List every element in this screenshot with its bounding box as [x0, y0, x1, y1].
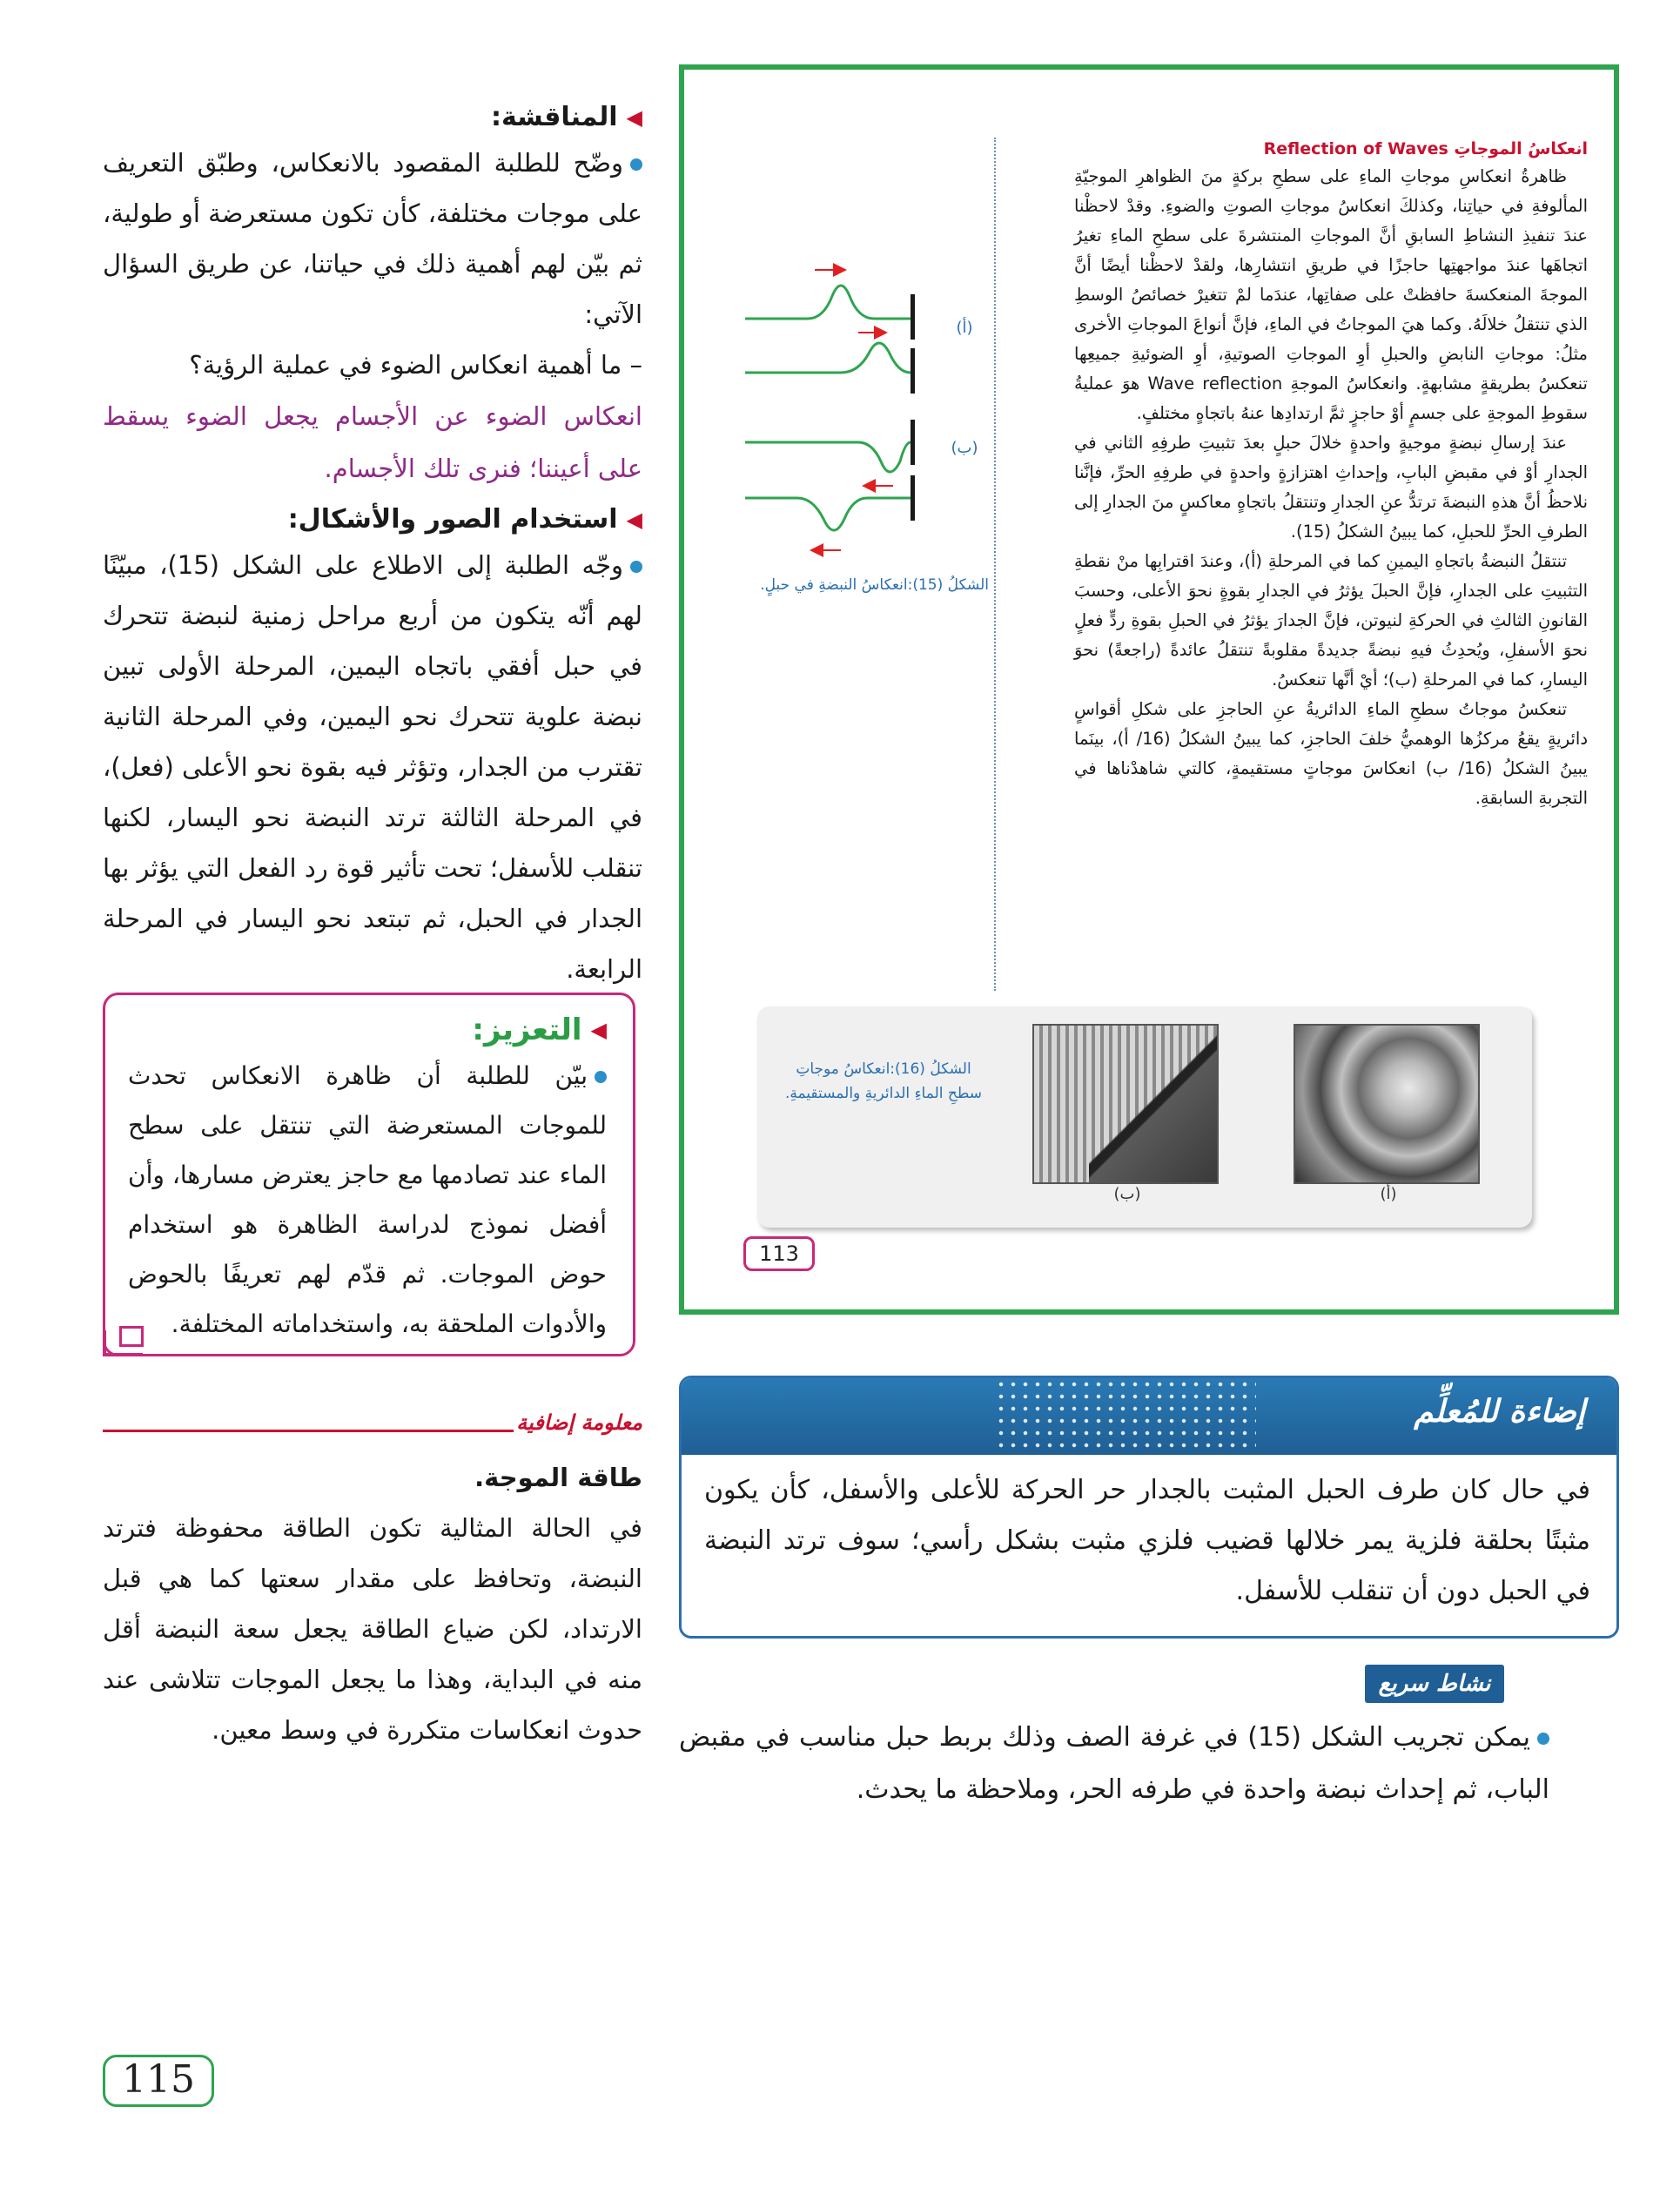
- bullet-dot-icon: [595, 1071, 607, 1083]
- extra-info-label: معلومة إضافية: [516, 1410, 642, 1435]
- textbook-title: انعكاسُ الموجاتِ Reflection of Waves: [1263, 139, 1588, 158]
- textbook-paragraph: عندَ إرسالِ نبضةٍ موجيةٍ واحدةٍ خلالَ حبلٍ بعدَ تثبيتِ طرفِهِ الثاني في الجدارِ أوْ في مقبضِ البابِ، وإحداثِ اهتزازةٍ واحدةٍ في طرفِهِ الحرِّ، فإنَّنا نلاحظُ أنَّ هذهِ النبضةَ ترتدُّ عنِ الجدارِ وتنتقلُ باتجاهٍ معاكسٍ منَ الجدارِ إلى الطرفِ الحرِّ للحبلِ، كما يبينُ الشكلُ (15).: [1074, 433, 1588, 542]
- reinforcement-box: [103, 993, 635, 1356]
- bullet-dot-icon: [630, 158, 642, 171]
- extra-info-header: [103, 1410, 642, 1445]
- bullet-dot-icon: [630, 561, 642, 573]
- wall: [911, 294, 915, 340]
- fig15-label-a: (أ): [956, 319, 973, 337]
- reinforcement-title: ◀ التعزيز:: [128, 1009, 607, 1051]
- fig15-label-b: (ب): [951, 439, 978, 457]
- images-section-text: وجّه الطلبة إلى الاطلاع على الشكل (15)، مبيّنًا لهم أنّه يتكون من أربع مراحل زمنية لنبضة تتحرك في حبل أفقي باتجاه اليمين، المرحلة الأولى تبين نبضة علوية تتحرك نحو اليمين، وفي المرحلة الثانية تقترب من الجدار، وتؤثر فيه بقوة نحو الأعلى (فعل)، في المرحلة الثالثة ترتد النبضة نحو اليسار، لكنها تنقلب للأسفل؛ تحت تأثير قوة رد الفعل التي يؤثر بها الجدار في الحبل، ثم تبتعد نحو اليسار في المرحلة الرابعة.: [103, 550, 642, 984]
- discussion-answer: انعكاس الضوء عن الأجسام يجعل الضوء يسقط على أعيننا؛ فنرى تلك الأجسام.: [103, 401, 642, 483]
- textbook-paragraph: تنتقلُ النبضةُ باتجاهِ اليمينِ كما في المرحلةِ (أ)، وعندَ اقترابِها منْ نقطةِ التثبيتِ على الجدارِ، فإنَّ الحبلَ يؤثرُ في الجدارِ بقوةٍ نحوَ الأعلى، وحسبَ القانونِ الثالثِ في الحركةِ لنيوتن، فإنَّ الجدارَ يؤثرُ في الحبلِ بقوةِ ردٍّ فعلٍ نحوَ الأسفلِ، ويُحدِثُ فيهِ نبضةً جديدةً مقلوبةً تنتقلُ عائدةً (راجعةً) نحوَ اليسارِ، كما في المرحلةِ (ب)؛ أيْ أنَّها تنعكسُ.: [1074, 551, 1588, 690]
- rope-stage-1: [745, 286, 911, 319]
- figure-15-rope-pulse: [736, 235, 980, 601]
- discussion-heading: ◀ المناقشة:: [103, 98, 642, 138]
- fig16-label-b: (ب): [1113, 1185, 1141, 1203]
- left-column: [103, 98, 642, 994]
- page-number: 115: [103, 2055, 214, 2107]
- corner-decoration-square: [119, 1326, 144, 1347]
- extra-info-subtitle: طاقة الموجة.: [474, 1463, 642, 1492]
- teacher-light-label: إضاءة للمُعلِّم: [1414, 1394, 1585, 1430]
- water-straight-waves-photo: [1032, 1024, 1219, 1184]
- fig16-label-a: (أ): [1380, 1185, 1397, 1203]
- figure-16-caption: الشكلُ (16):انعكاسُ موجاتِ سطحِ الماءِ الدائريةِ والمستقيمةِ.: [784, 1060, 983, 1102]
- rope-stage-4: [745, 498, 911, 530]
- textbook-text: [1074, 136, 1588, 813]
- textbook-page: [679, 64, 1619, 1315]
- rope-stage-2: [745, 343, 911, 373]
- quick-activity-text: يمكن تجريب الشكل (15) في غرفة الصف وذلك بربط حبل مناسب في مقبض الباب، ثم إحداث نبضة واحدة في طرفه الحر، وملاحظة ما يحدث.: [679, 1722, 1549, 1805]
- textbook-paragraph: ظاهرةُ انعكاسِ موجاتِ الماءِ على سطحِ بركةٍ منَ الظواهرِ الموجيّةِ المألوفةِ في حياتِنا، وكذلكَ انعكاسُ موجاتِ الصوتِ والضوءِ. وقدْ لاحظْنا عندَ تنفيذِ النشاطِ السابقِ أنَّ الموجاتِ المنتشرةَ على سطحِ الماءِ تغيرُ اتجاهَها عندَ مواجهتِها حاجزًا في طريقِ انتشارِها، ولقدْ لاحظْنا أيضًا أنَّ الموجةَ المنعكسةَ حافظتْ على صفاتِها، عندَما لمْ تتغيرْ خصائصُ الوسطِ الذي تنتقلُ خلالَهُ. وكما هيَ الموجاتُ في الماءِ، فإنَّ أنواعَ الموجاتِ الأخرى مثلُ: موجاتِ النابضِ والحبلِ أوِ الموجاتِ الصوتيةِ، أوِ الضوئيةِ جميعِها تنعكسُ بطريقةٍ مشابهةٍ. وانعكاسُ الموجةِ Wave reflection هوَ عمليةُ سقوطِ الموجةِ على جسمٍ أوْ حاجزٍ ثمَّ ارتدادِها عنهُ باتجاهٍ مختلفٍ.: [1074, 166, 1588, 423]
- quick-activity-label: نشاط سريع: [1365, 1665, 1504, 1703]
- textbook-page-number: 113: [743, 1236, 815, 1271]
- reinforcement-text: بيّن للطلبة أن ظاهرة الانعكاس تحدث للموجات المستعرضة التي تنتقل على سطح الماء عند تصادمها مع حاجز يعترض مسارها، وأن أفضل نموذج لدراسة الظاهرة هو استخدام حوض الموجات. ثم قدّم لهم تعريفًا بالحوض والأدوات الملحقة به، واستخداماته المختلفة.: [128, 1061, 607, 1338]
- figure-16-panel: [757, 1006, 1532, 1228]
- discussion-question: – ما أهمية انعكاس الضوء في عملية الرؤية؟: [189, 350, 642, 380]
- extra-info-body: [103, 1452, 642, 1755]
- triangle-bullet-icon: ◀: [626, 105, 642, 130]
- teacher-light-text: في حال كان طرف الحبل المثبت بالجدار حر الحركة للأعلى والأسفل، كأن يكون مثبتًا بحلقة فلزية يمر خلالها قضيب فلزي مثبت بشكل رأسي؛ سوف ترتد النبضة في الحبل دون أن تنقلب للأسفل.: [704, 1475, 1590, 1606]
- bullet-dot-icon: [1537, 1733, 1549, 1745]
- dots-decoration: [995, 1378, 1256, 1455]
- triangle-bullet-icon: ◀: [590, 1018, 607, 1042]
- teacher-light-box: [679, 1376, 1619, 1639]
- divider: [103, 1430, 514, 1432]
- textbook-paragraph: تنعكسُ موجاتُ سطحِ الماءِ الدائريةُ عنِ الحاجزِ على شكلِ أقواسٍ دائريةٍ يقعُ مركزُها الوهميُّ خلفَ الحاجزِ، كما يبينُ الشكلُ (16/ أ)، بينَما يبينُ الشكلُ (16/ ب) انعكاسَ موجاتٍ مستقيمةٍ، كالتي شاهدْناها في التجربةِ السابقةِ.: [1074, 699, 1588, 808]
- triangle-bullet-icon: ◀: [626, 508, 642, 532]
- images-section-heading: ◀ استخدام الصور والأشكال:: [103, 500, 642, 540]
- discussion-text: وضّح للطلبة المقصود بالانعكاس، وطبّق التعريف على موجات مختلفة، كأن تكون مستعرضة أو طولية، ثم بيّن لهم أهمية ذلك في حياتنا، عن طريق السؤال الآتي:: [103, 148, 642, 329]
- figure-15-caption: الشكلُ (15):انعكاسُ النبضةِ في حبلٍ.: [760, 576, 989, 594]
- rope-stage-3: [745, 442, 911, 472]
- wall: [911, 420, 915, 465]
- wall: [911, 475, 915, 521]
- extra-info-text: في الحالة المثالية تكون الطاقة محفوظة فترتد النبضة، وتحافظ على مقدار سعتها كما هي قبل الارتداد، لكن ضياع الطاقة يجعل سعة النبضة أقل منه في البداية، وهذا ما يجعل الموجات تتلاشى عند حدوث انعكاسات متكررة في وسط معين.: [103, 1513, 642, 1745]
- wall: [911, 348, 915, 394]
- column-divider: [994, 138, 996, 991]
- water-circular-waves-photo: [1294, 1024, 1480, 1184]
